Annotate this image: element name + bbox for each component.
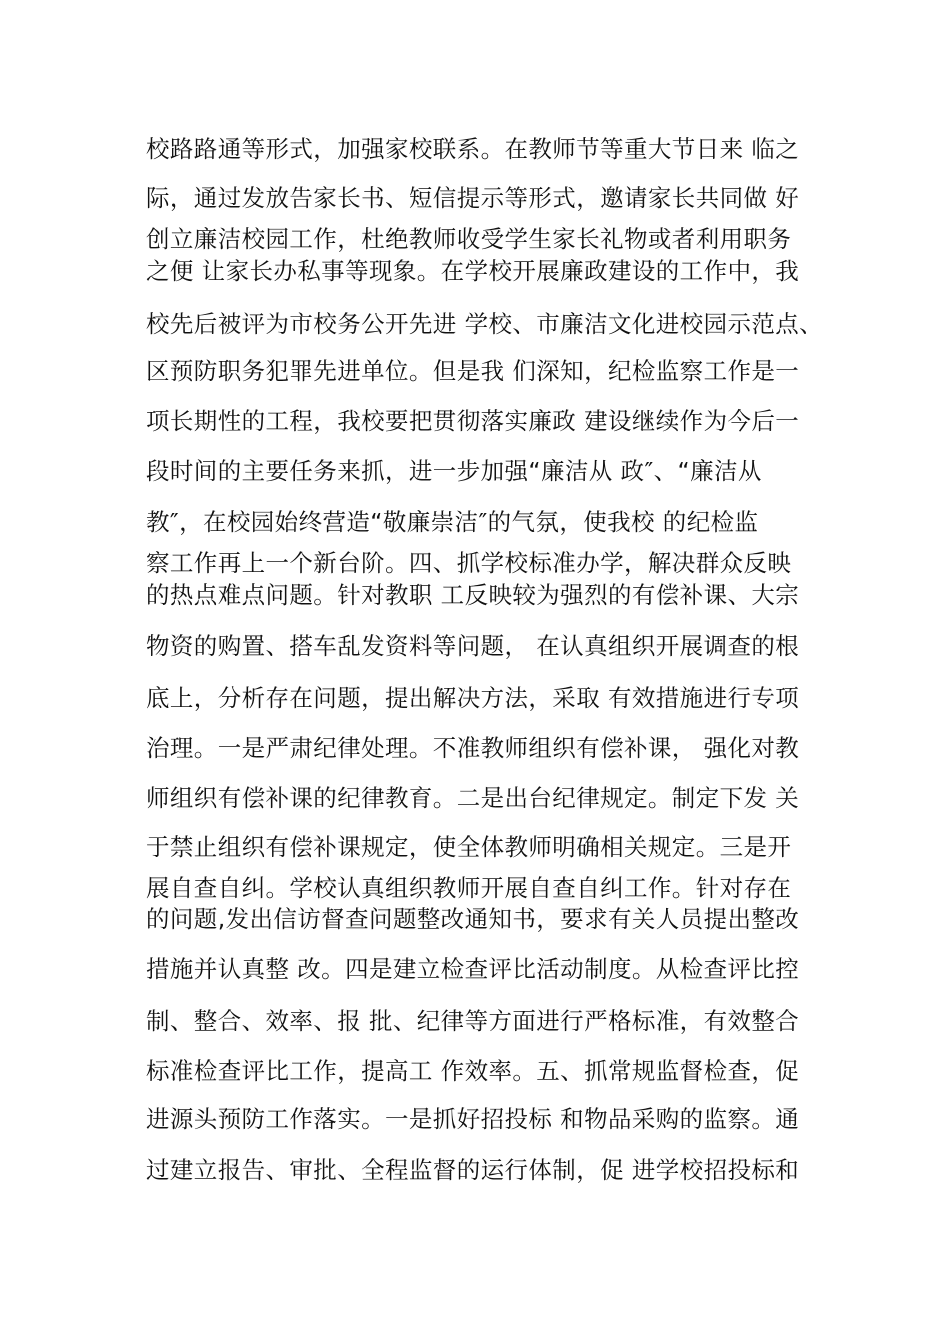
text-line: 制、整合、效率、报 批、纪律等方面进行严格标准，有效整合: [146, 1007, 800, 1035]
text-line: 师组织有偿补课的纪律教育。二是出台纪律规定。制定下发 关: [146, 784, 800, 812]
text-line: 展自查自纠。学校认真组织教师开展自查自纠工作。针对存在: [146, 874, 792, 902]
text-line: 进源头预防工作落实。一是抓好招投标 和物品采购的监察。通: [146, 1105, 800, 1133]
text-line: 际，通过发放告家长书、短信提示等形式，邀请家长共同做 好: [146, 184, 800, 212]
text-line: 段时间的主要任务来抓，进一步加强“廉洁从 政″、“廉洁从: [146, 457, 762, 485]
text-line: 的问题,发出信访督查问题整改通知书，要求有关人员提出整改: [146, 905, 800, 933]
text-line: 物资的购置、搭车乱发资料等问题， 在认真组织开展调查的根: [146, 632, 800, 660]
text-line: 创立廉洁校园工作，杜绝教师收受学生家长礼物或者利用职务: [146, 225, 792, 253]
text-line: 之便 让家长办私事等现象。在学校开展廉政建设的工作中，我: [146, 257, 800, 285]
text-line: 于禁止组织有偿补课规定，使全体教师明确相关规定。三是开: [146, 833, 792, 861]
text-line: 措施并认真整 改。四是建立检查评比活动制度。从检查评比控: [146, 955, 800, 983]
text-line: 区预防职务犯罪先进单位。但是我 们深知，纪检监察工作是一: [146, 357, 800, 385]
text-line: 治理。一是严肃纪律处理。不准教师组织有偿补课， 强化对教: [146, 734, 800, 762]
text-line: 教″，在校园始终营造“敬廉崇洁″的气氛，使我校 的纪检监: [146, 508, 759, 536]
text-line: 过建立报告、审批、全程监督的运行体制，促 进学校招投标和: [146, 1156, 800, 1184]
text-line: 底上，分析存在问题，提出解决方法，采取 有效措施进行专项: [146, 684, 800, 712]
text-line: 校路路通等形式，加强家校联系。在教师节等重大节日来 临之: [146, 135, 800, 163]
text-line: 察工作再上一个新台阶。四、抓学校标准办学，解决群众反映: [146, 549, 792, 577]
text-line: 项长期性的工程，我校要把贯彻落实廉政 建设继续作为今后一: [146, 407, 800, 435]
text-line: 校先后被评为市校务公开先进 学校、市廉洁文化进校园示范点、: [146, 310, 824, 338]
text-line: 标准检查评比工作，提高工 作效率。五、抓常规监督检查，促: [146, 1057, 800, 1085]
text-line: 的热点难点问题。针对教职 工反映较为强烈的有偿补课、大宗: [146, 581, 800, 609]
